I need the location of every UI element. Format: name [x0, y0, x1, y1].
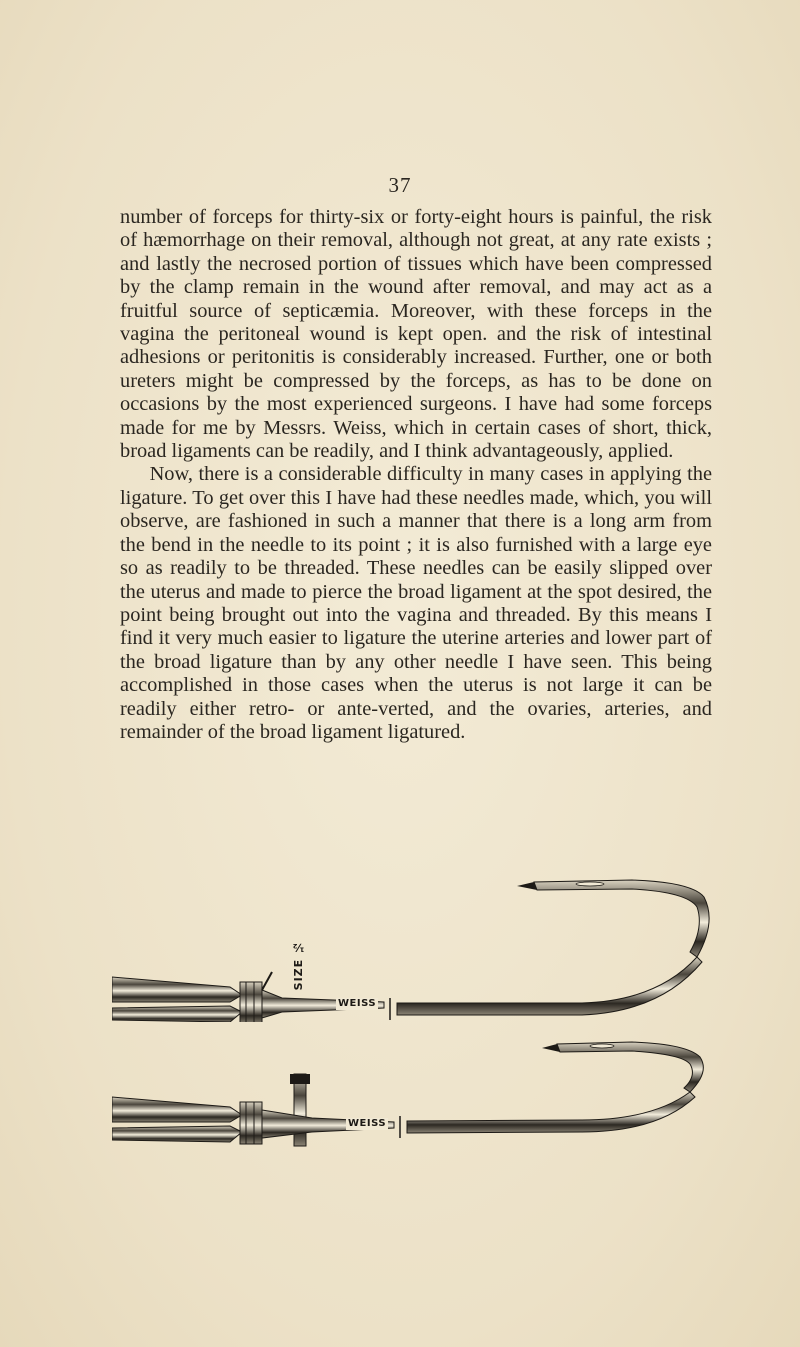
- ligature-needles-illustration: [112, 862, 712, 1197]
- paragraph-2: Now, there is a considerable difficulty in many cases in applying the ligature. To get over this I have had these needles made, which, you will observe, are fashioned in such a manner that there is a long arm from the bend in the needle to its point ; it is also furnished with a large eye so as readily to be threaded. These needles can be easily slipped over the uterus and made to pierce the broad ligament at the spot desired, the point being brought out into the vagina and threaded. By this means I find it very much easier to ligature the uterine arteries and lower part of the broad ligature than by any other needle I have seen. This being accomplished in those cases when the uterus is not large it can be readily either retro- or ante-verted, and the ovaries, arteries, and remainder of the broad ligament ligatured.: [120, 463, 712, 743]
- ligature-needle-small-icon: [112, 1032, 712, 1192]
- ligature-needle-large-icon: [112, 862, 712, 1022]
- maker-stamp-2: WEISS: [348, 1118, 387, 1129]
- needle-size-mark: SIZE ½: [292, 940, 305, 991]
- maker-stamp-1: WEISS: [338, 998, 377, 1009]
- paragraph-1: number of forceps for thirty-six or forty-eight hours is painful, the risk of hæmorrhage on their removal, although not great, at any rate exists ; and lastly the necrosed portion of tissues which have been compressed by the clamp remain in the wound after removal, and may act as a fruitful source of septicæmia. Moreover, with these forceps in the vagina the peritoneal wound is kept open. and the risk of intestinal adhesions or peritonitis is considerably increased. Further, one or both ureters might be compressed by the forceps, as has to be done on occasions by the most experienced surgeons. I have had some forceps made for me by Messrs. Weiss, which in certain cases of short, thick, broad ligaments can be readily, and I think advantageously, applied.: [120, 206, 712, 463]
- page-number: 37: [388, 173, 412, 197]
- body-text: [120, 206, 712, 744]
